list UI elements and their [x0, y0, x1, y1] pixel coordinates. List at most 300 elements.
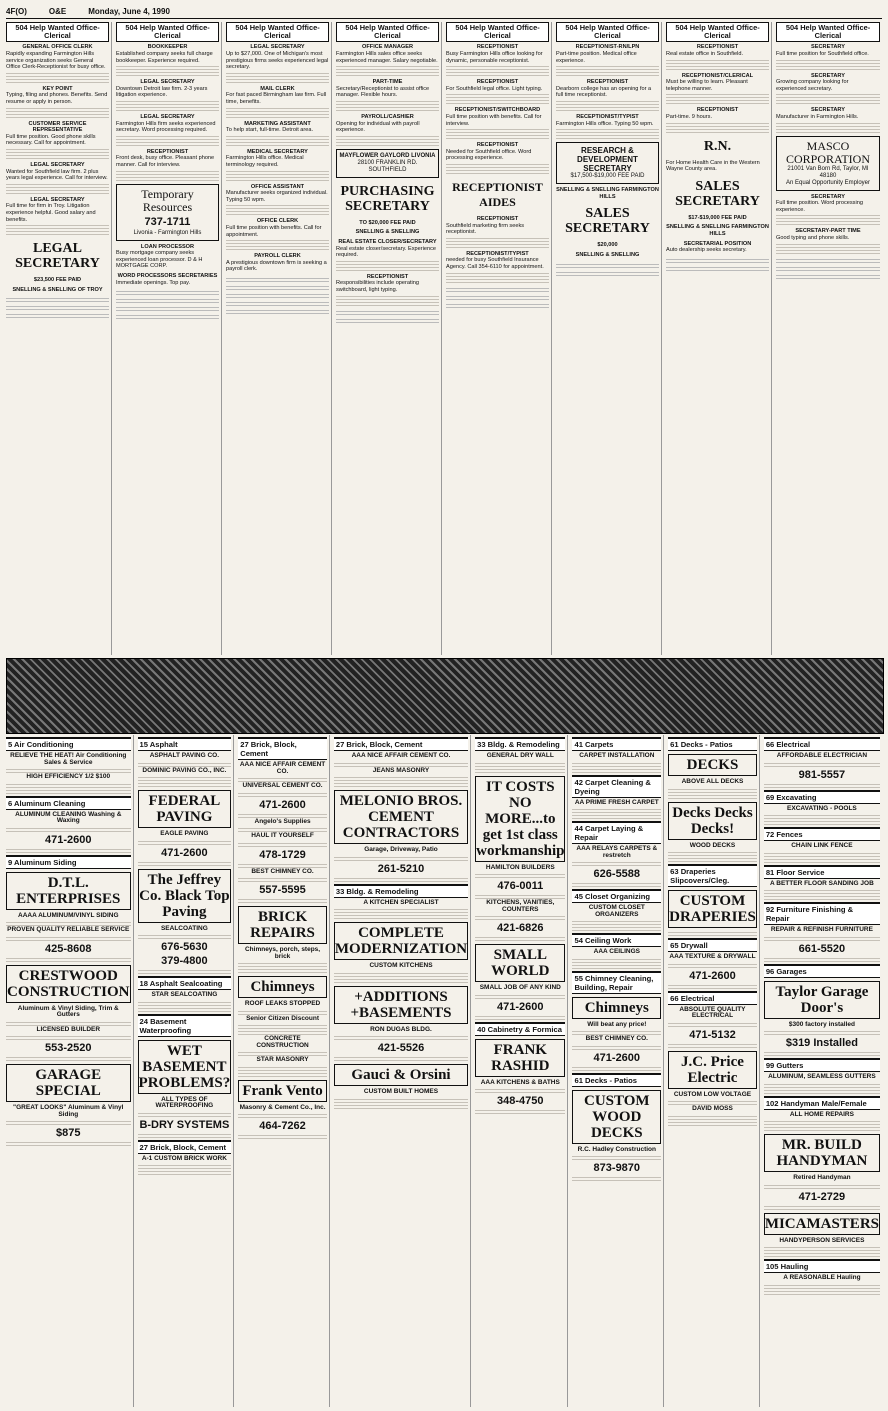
ad-heading: RECEPTIONIST/SWITCHBOARD [454, 107, 541, 114]
filler-text [138, 782, 232, 787]
service-phone: 471-2600 [45, 833, 92, 846]
ad-heading: RECEPTIONIST/TYPIST [576, 113, 639, 120]
service-phone: 471-2600 [259, 798, 306, 811]
classified-ad [6, 86, 109, 118]
filler-text [334, 914, 468, 919]
service-ad [238, 833, 327, 840]
classified-ad [116, 149, 219, 181]
filler-text [572, 920, 661, 925]
ad-body: To help start, full-time. Detroit area. [226, 127, 314, 134]
filler-text [572, 1045, 661, 1050]
filler-text [138, 1164, 232, 1169]
classified-ad [116, 114, 219, 146]
filler-text [556, 134, 659, 139]
ad-heading: PAYROLL/CASHIER [361, 113, 414, 120]
ad-subtitle: $23,500 FEE PAID [33, 277, 82, 284]
ad-footer: SNELLING & SNELLING FARMINGTON HILLS [666, 224, 769, 237]
service-ad [334, 1089, 468, 1096]
service-ad [238, 1001, 327, 1008]
page-number: 4F(O) [6, 6, 27, 16]
service-phone: 471-2600 [161, 846, 208, 859]
ad-body: Must be willing to learn. Pleasant telephone manner. [666, 79, 748, 92]
service-ad [668, 954, 757, 961]
service-phone: 421-6826 [497, 922, 544, 934]
classified-ad [556, 44, 659, 76]
service-phone: 471-2600 [689, 969, 736, 982]
filler-text [556, 71, 659, 76]
classified-ad [116, 79, 219, 111]
filler-text [668, 788, 757, 793]
service-ad [138, 1156, 232, 1163]
service-ad-title: HANDYPERSON SERVICES [779, 1236, 865, 1244]
service-ad [572, 800, 661, 807]
service-ad [668, 1092, 757, 1099]
category-heading: 504 Help Wanted Office-Clerical [6, 22, 109, 42]
filler-text [238, 1066, 327, 1071]
service-phone: 471-2600 [497, 1000, 544, 1013]
service-ad [238, 1036, 327, 1049]
filler-text [764, 858, 880, 863]
ad-heading: OFFICE MANAGER [362, 44, 413, 51]
filler-text [336, 301, 439, 306]
service-logo: Decks Decks Decks! [668, 802, 757, 840]
service-phone: 661-5520 [798, 942, 846, 955]
service-ad [334, 1027, 468, 1034]
ad-body: Full time position for Southfield office. [776, 51, 869, 57]
filler-text [572, 768, 661, 773]
filler-text [226, 245, 329, 250]
service-ad-title: CUSTOM BUILT HOMES [363, 1088, 439, 1095]
filler-text [334, 1104, 468, 1109]
ad-body: Farmington Hills office. Medical terminology required. [226, 155, 304, 168]
service-column-3 [238, 735, 330, 1407]
boxed-ad-title: RESEARCH & DEVELOPMENT SECRETARY [577, 146, 638, 174]
service-ad-title: HAUL IT YOURSELF [251, 832, 314, 839]
service-ad-title: AAA CEILINGS [593, 948, 640, 955]
filler-text [572, 1155, 661, 1160]
ad-footer: SNELLING & SNELLING [355, 229, 420, 236]
services-directory [6, 735, 882, 1407]
filler-text [226, 78, 329, 83]
service-logo: Frank Vento [238, 1080, 327, 1102]
filler-text [334, 1098, 468, 1103]
ad-column-1 [6, 22, 112, 655]
filler-text [764, 1252, 880, 1257]
ad-body: Rapidly expanding Farmington Hills service organization seeks General Office Clerk-Receptionist for busy office. [6, 51, 106, 71]
filler-text [6, 1056, 131, 1061]
filler-text [764, 1284, 880, 1289]
filler-text [668, 1115, 757, 1120]
service-ad [668, 843, 757, 850]
ad-body: Front desk, busy office. Pleasant phone manner. Call for interview. [116, 155, 215, 168]
service-category: 33 Bldg. & Remodeling [475, 737, 565, 751]
service-ad [764, 806, 880, 813]
service-ad-title: CARPET INSTALLATION [579, 752, 655, 759]
filler-text [668, 857, 757, 862]
service-category: 41 Carpets [572, 737, 661, 751]
ad-heading: SECRETARY [811, 107, 845, 114]
filler-text [764, 1051, 880, 1056]
service-category: 65 Drywall [668, 938, 757, 952]
service-category: 69 Excavating [764, 790, 880, 804]
service-ad [572, 949, 661, 956]
filler-text [446, 93, 549, 98]
filler-text [446, 163, 549, 168]
filler-text [6, 848, 131, 853]
filler-text [475, 1015, 565, 1020]
service-ad [764, 927, 880, 934]
filler-text [764, 1083, 880, 1088]
service-ad-title: Angelo's Supplies [254, 817, 311, 825]
filler-text [446, 128, 549, 133]
ad-body: For Southfield legal office. Light typing. [446, 85, 543, 92]
ad-body: Manufacturer in Farmington Hills. [776, 113, 859, 120]
filler-text [668, 794, 757, 799]
filler-text [116, 170, 219, 175]
service-logo: SMALL WORLD [475, 944, 565, 982]
ad-body: Wanted for Southfield law firm. 2 plus years legal experience. Call for interview. [6, 168, 108, 182]
ad-column-2 [116, 22, 222, 655]
filler-text [336, 260, 439, 265]
filler-text [226, 239, 329, 244]
filler-text [776, 122, 880, 127]
service-category: 27 Brick, Block, Cement [238, 737, 327, 760]
service-phone: 379-4800 [161, 955, 208, 967]
ad-body: needed for busy Southfield Insurance Agency. Call 354-6110 for appointment. [446, 257, 544, 270]
ad-body: For Home Health Care in the Western Wayne County area. [666, 159, 760, 173]
ad-column-8 [776, 22, 882, 655]
service-ad [334, 900, 468, 907]
filler-text [666, 99, 769, 104]
ad-body: Auto dealership seeks secretary. [666, 247, 747, 254]
service-logo: CUSTOM WOOD DECKS [572, 1090, 661, 1144]
filler-text [336, 135, 439, 140]
service-ad [475, 753, 565, 760]
service-logo: DECKS [668, 754, 757, 776]
service-ad-title: STAR MASONRY [256, 1056, 309, 1063]
service-ad [138, 768, 232, 775]
service-column-6 [572, 735, 664, 1407]
filler-text [6, 1035, 131, 1040]
ad-body: Farmington Hills office. Typing 50 wpm. [556, 120, 654, 127]
filler-text [764, 1120, 880, 1125]
category-heading: 504 Help Wanted Office-Clerical [666, 22, 769, 42]
service-ad-title: Aluminum & Vinyl Siding, Trim & Gutters [17, 1004, 119, 1018]
service-phone: 348-4750 [497, 1095, 544, 1107]
filler-text [776, 128, 880, 133]
ad-heading: MEDICAL SECRETARY [247, 148, 308, 155]
filler-text [475, 1109, 565, 1114]
ad-column-4 [336, 22, 442, 655]
service-column-5 [475, 735, 568, 1407]
service-ad [6, 927, 131, 934]
service-phone: 476-0011 [497, 880, 544, 892]
filler-text [764, 1290, 880, 1295]
boxed-ad-subtitle: $17,500-$19,000 FEE PAID [570, 173, 645, 180]
filler-text [764, 814, 880, 819]
filler-text [238, 792, 327, 797]
service-ad [475, 900, 565, 913]
boxed-ad-eoe: An Equal Opportunity Employer [785, 179, 871, 186]
service-logo: FEDERAL PAVING [138, 790, 232, 828]
service-phone: 464-7262 [259, 1120, 306, 1132]
service-ad [334, 847, 468, 854]
filler-text [446, 99, 549, 104]
service-ad [6, 1105, 131, 1118]
ad-heading: RECEPTIONIST [696, 107, 739, 114]
service-ad [764, 1175, 880, 1182]
ad-body: Secretary/Receptionist to assist office manager. Flexible hours. [336, 85, 430, 99]
filler-text [138, 934, 232, 939]
filler-text [446, 134, 549, 139]
classified-ad [226, 121, 329, 146]
filler-text [116, 176, 219, 181]
filler-text [138, 1133, 232, 1138]
service-category: 15 Asphalt [138, 737, 232, 751]
boxed-ad-address: 28100 FRANKLIN RD. SOUTHFIELD [357, 159, 418, 173]
service-category: 102 Handyman Male/Female [764, 1096, 880, 1110]
issue-date: Monday, June 4, 1990 [88, 6, 170, 16]
ad-heading: CUSTOMER SERVICE REPRESENTATIVE [28, 120, 87, 134]
service-ad-title: Chimneys, porch, steps, brick [244, 946, 321, 960]
ad-body: For fast paced Birmingham law firm. Full time, benefits. [226, 92, 327, 105]
service-category: 33 Bldg. & Remodeling [334, 884, 468, 898]
filler-text [336, 106, 439, 111]
service-ad-title: BEST CHIMNEY CO. [585, 1035, 648, 1042]
classified-ad [226, 44, 329, 82]
service-phone: 471-2729 [798, 1190, 846, 1203]
filler-text [446, 278, 549, 283]
classified-ad [336, 44, 439, 76]
service-ad-title: GENERAL DRY WALL [486, 752, 554, 759]
ad-heading: RECEPTIONIST [476, 142, 519, 149]
service-category: 27 Brick, Block, Cement [334, 737, 468, 751]
filler-text [138, 776, 232, 781]
service-ad-title: SMALL JOB OF ANY KIND [479, 984, 561, 991]
boxed-ad [776, 136, 880, 191]
large-ad-title: SALES SECRETARY [675, 178, 760, 209]
filler-text [572, 762, 661, 767]
filler-text [764, 957, 880, 962]
filler-text [764, 1089, 880, 1094]
ad-subtitle: TO $20,000 FEE PAID [359, 219, 416, 226]
filler-text [776, 65, 880, 70]
ad-heading: KEY POINT [42, 85, 73, 92]
service-ad [334, 963, 468, 970]
classified-ad [336, 239, 439, 271]
filler-text [572, 926, 661, 931]
filler-text [475, 762, 565, 767]
ad-heading: RECEPTIONIST [476, 215, 519, 222]
filler-text [572, 808, 661, 813]
ad-body: Established company seeks full charge bookkeeper. Experience required. [116, 51, 213, 64]
service-ad [572, 1036, 661, 1043]
ad-body: Part-time position. Medical office experience. [556, 51, 637, 64]
service-ad [238, 1016, 327, 1023]
filler-text [475, 994, 565, 999]
service-ad-title: CUSTOM KITCHENS [369, 962, 433, 969]
service-column-1 [6, 735, 134, 1407]
ad-heading: SECRETARY [811, 193, 845, 200]
filler-text [764, 820, 880, 825]
service-ad-title: STAR SEALCOATING [151, 991, 218, 998]
filler-text [776, 220, 880, 225]
help-wanted-section [6, 22, 882, 655]
service-ad [572, 846, 661, 859]
service-ad [6, 753, 131, 766]
service-ad-title: EAGLE PAVING [160, 830, 209, 837]
service-ad-title: AAA NICE AFFAIR CEMENT CO. [239, 761, 326, 775]
service-ad-title: Retired Handyman [793, 1174, 851, 1181]
filler-text [138, 1007, 232, 1012]
filler-text [238, 898, 327, 903]
filler-text [226, 72, 329, 77]
service-ad [138, 926, 232, 933]
filler-text [6, 789, 131, 794]
service-ad-title: REPAIR & REFINISH FURNITURE [770, 926, 873, 933]
service-ad [6, 1027, 131, 1034]
ad-footer: SNELLING & SNELLING OF TROY [12, 286, 103, 293]
service-ad [475, 1080, 565, 1087]
service-ad-title: RON DUGAS BLDG. [370, 1025, 432, 1033]
classified-ad [336, 79, 439, 111]
service-ad [6, 1006, 131, 1019]
filler-text [336, 295, 439, 300]
ad-body: Real estate closer/secretary. Experience required. [336, 245, 437, 259]
service-ad-title: ALUMINUM CLEANING Washing & Waxing [15, 810, 122, 824]
filler-text [6, 183, 109, 188]
classified-ad [226, 86, 329, 118]
service-column-2 [138, 735, 235, 1407]
service-ad-title: AAA TEXTURE & DRYWALL [669, 953, 756, 960]
service-category: 55 Chimney Cleaning, Building, Repair [572, 971, 661, 994]
ad-subtitle: $17-$19,000 FEE PAID [688, 214, 747, 221]
filler-text [668, 1022, 757, 1027]
service-ad-title: ALUMINUM, SEAMLESS GUTTERS [768, 1073, 876, 1080]
ad-heading: RECEPTIONIST [476, 79, 519, 86]
service-category: 45 Closet Organizing [572, 889, 661, 903]
classified-ad [6, 121, 109, 159]
classified-ad [336, 114, 439, 146]
filler-text [764, 762, 880, 767]
service-logo: MELONIO BROS. CEMENT CONTRACTORS [334, 790, 468, 844]
service-ad-title: ROOF LEAKS STOPPED [244, 1000, 321, 1007]
service-ad-title: AAA KITCHENS & BATHS [480, 1078, 560, 1086]
service-ad-title: "GREAT LOOKS" Aluminum & Vinyl Siding [13, 1104, 124, 1118]
ad-heading: MAIL CLERK [260, 85, 295, 92]
filler-text [764, 936, 880, 941]
service-ad [6, 913, 131, 920]
service-ad-title: RELIEVE THE HEAT! Air Conditioning Sales & Service [10, 752, 127, 766]
category-heading: 504 Help Wanted Office-Clerical [336, 22, 439, 42]
service-ad [764, 1275, 880, 1282]
service-logo: Chimneys [238, 976, 327, 998]
service-ad-title: LICENSED BUILDER [36, 1025, 101, 1033]
category-heading: 504 Help Wanted Office-Clerical [226, 22, 329, 42]
ad-body: Good typing and phone skills. [776, 234, 850, 241]
service-ad [238, 947, 327, 960]
service-phone: 478-1729 [259, 848, 306, 861]
ad-body: Southfield marketing firm seeks receptionist. [446, 222, 525, 236]
service-category: 6 Aluminum Cleaning [6, 796, 131, 810]
classified-ad [116, 44, 219, 76]
filler-text [6, 224, 109, 229]
filler-text [668, 1043, 757, 1048]
service-ad [764, 1022, 880, 1029]
filler-text [475, 873, 565, 878]
filler-text [238, 968, 327, 973]
filler-text [238, 877, 327, 882]
filler-text [116, 71, 219, 76]
filler-text [6, 1141, 131, 1146]
classified-ad [556, 114, 659, 139]
ad-body: Needed for Southfield office. Word processing experience. [446, 148, 532, 162]
ad-body: Manufacturer seeks organized individual. Typing 50 wpm. [226, 190, 328, 203]
filler-text [572, 958, 661, 963]
filler-text [334, 782, 468, 787]
service-phone: $319 Installed [785, 1037, 858, 1049]
boxed-ad-title: Temporary Resources [141, 186, 194, 214]
service-category: 63 Draperies Slipcovers/Cleg. [668, 864, 757, 887]
paper-name: O&E [48, 6, 67, 16]
ad-body: Farmington Hills sales office seeks experienced manager. Salary negotiable. [336, 51, 438, 64]
ad-body: Busy Farmington Hills office looking for dynamic, personable receptionist. [446, 51, 543, 64]
service-ad [334, 753, 468, 760]
service-ad [238, 869, 327, 876]
ad-heading: WORD PROCESSORS SECRETARIES [117, 272, 218, 279]
filler-text [764, 1184, 880, 1189]
filler-text [446, 169, 549, 174]
ad-heading: RECEPTIONIST/CLERICAL [681, 72, 754, 79]
ad-footer: SNELLING & SNELLING FARMINGTON HILLS [556, 187, 659, 200]
service-phone: 421-5526 [377, 1042, 425, 1054]
rn-ad-title: R.N. [703, 138, 732, 154]
filler-text [238, 1113, 327, 1118]
service-ad [764, 881, 880, 888]
ad-body: Typing, filing and phones. Benefits. Send resume or apply in person. [6, 92, 108, 105]
classified-ad [776, 107, 880, 132]
filler-text [764, 889, 880, 894]
filler-text [226, 204, 329, 209]
service-phone: 626-5588 [593, 868, 641, 880]
classified-ad [446, 216, 549, 248]
service-ad-title: Garage, Driveway, Patio [364, 846, 438, 853]
service-ad [764, 753, 880, 760]
service-category: 44 Carpet Laying & Repair [572, 821, 661, 844]
ad-heading: OFFICE ASSISTANT [250, 183, 305, 190]
filler-text [764, 1246, 880, 1251]
filler-text [556, 128, 659, 133]
ad-heading: SECRETARY [811, 72, 845, 79]
ad-heading: OFFICE CLERK [256, 218, 299, 225]
filler-text [6, 189, 109, 194]
filler-text [138, 1112, 232, 1117]
ad-heading: LEGAL SECRETARY [30, 196, 85, 203]
category-heading: 504 Help Wanted Office-Clerical [776, 22, 880, 42]
filler-text [334, 978, 468, 983]
filler-text [764, 1030, 880, 1035]
service-ad-title: ALL HOME REPAIRS [789, 1110, 854, 1118]
filler-text [666, 65, 769, 70]
ad-body: Busy mortgage company seeks experienced loan processor. D & H MORTGAGE CORP. [116, 250, 203, 270]
filler-text [668, 963, 757, 968]
filler-text [6, 936, 131, 941]
filler-text [226, 107, 329, 112]
filler-text [764, 895, 880, 900]
service-ad-title: ASPHALT PAVING CO. [149, 752, 220, 759]
ad-heading: BOOKKEEPER [147, 44, 188, 51]
filler-text [6, 148, 109, 153]
